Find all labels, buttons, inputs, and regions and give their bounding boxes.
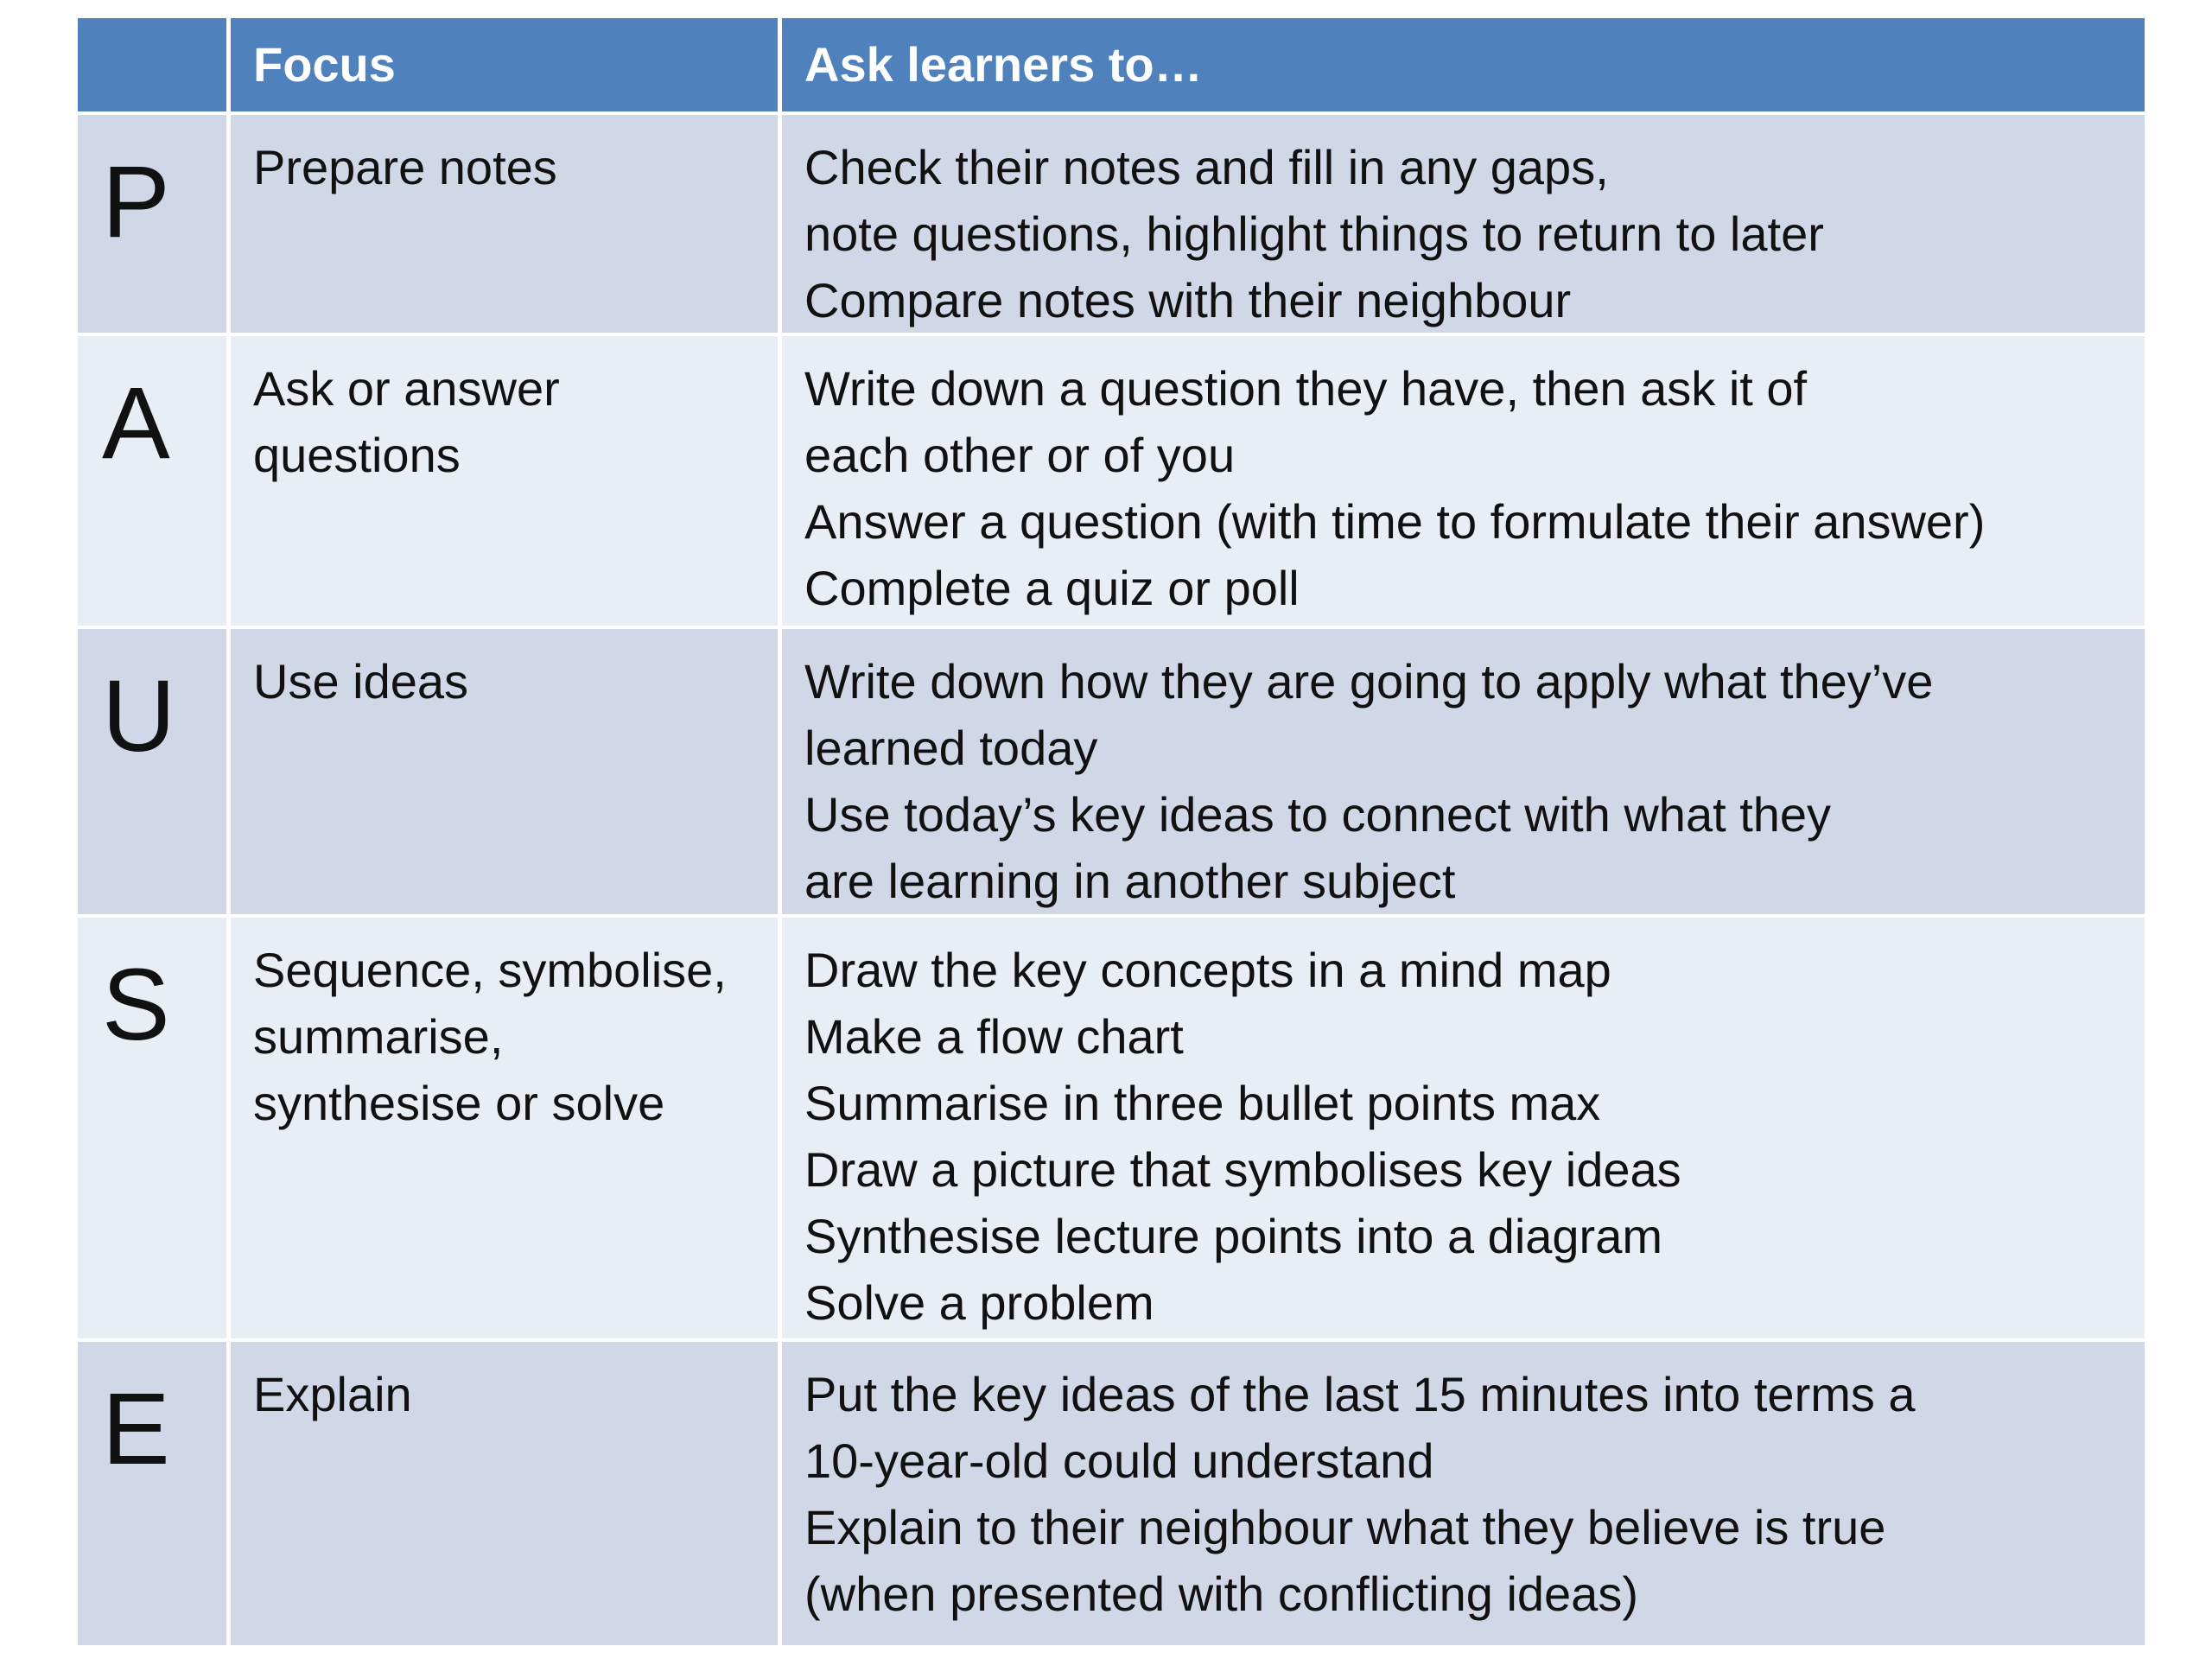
ask-line: Complete a quiz or poll [804,561,1300,615]
row-focus-e [231,1342,778,1645]
focus-line: Use ideas [253,654,469,709]
row-letter-u: U [78,629,226,914]
focus-line: Ask or answer [253,361,560,416]
focus-line: Explain [253,1367,412,1421]
focus-line: synthesise or solve [253,1076,665,1130]
row-focus-u [231,629,778,914]
ask-line: Synthesise lecture points into a diagram [804,1209,1662,1263]
ask-line: Use today’s key ideas to connect with what they [804,787,1832,842]
ask-line: Compare notes with their neighbour [804,273,1572,327]
header-letter-cell [78,18,226,111]
ask-line: note questions, highlight things to return to later [804,207,1824,261]
ask-line: Summarise in three bullet points max [804,1076,1601,1130]
row-focus-p [231,115,778,333]
focus-line: Prepare notes [253,140,557,194]
ask-line: Draw the key concepts in a mind map [804,943,1611,997]
focus-line: questions [253,428,461,482]
header-ask: Ask learners to… [782,18,2145,111]
row-ask-e [782,1342,2145,1645]
ask-line: Write down a question they have, then ask it of [804,361,1808,416]
header-focus: Focus [231,18,778,111]
ask-line: Write down how they are going to apply what they’ve [804,654,1934,709]
focus-line: summarise, [253,1009,504,1064]
row-ask-u [782,629,2145,914]
ask-line: are learning in another subject [804,854,1456,908]
ask-line: (when presented with conflicting ideas) [804,1567,1638,1621]
row-ask-p [782,115,2145,333]
pause-table [78,18,2145,1649]
row-ask-a [782,336,2145,626]
ask-line: Make a flow chart [804,1009,1184,1064]
focus-line: Sequence, symbolise, [253,943,727,997]
row-focus-s [231,918,778,1338]
ask-line: Draw a picture that symbolises key ideas [804,1142,1681,1197]
row-letter-e: E [78,1342,226,1645]
row-letter-a: A [78,336,226,626]
ask-line: Answer a question (with time to formulate their answer) [804,494,1986,549]
ask-line: 10-year-old could understand [804,1433,1434,1488]
row-ask-s [782,918,2145,1338]
row-letter-s: S [78,918,226,1338]
ask-line: Solve a problem [804,1275,1154,1330]
row-letter-p: P [78,115,226,333]
ask-line: each other or of you [804,428,1236,482]
ask-line: Put the key ideas of the last 15 minutes into terms a [804,1367,1916,1421]
ask-line: Check their notes and fill in any gaps, [804,140,1609,194]
ask-line: Explain to their neighbour what they believe is true [804,1500,1886,1554]
ask-line: learned today [804,721,1098,775]
row-focus-a [231,336,778,626]
